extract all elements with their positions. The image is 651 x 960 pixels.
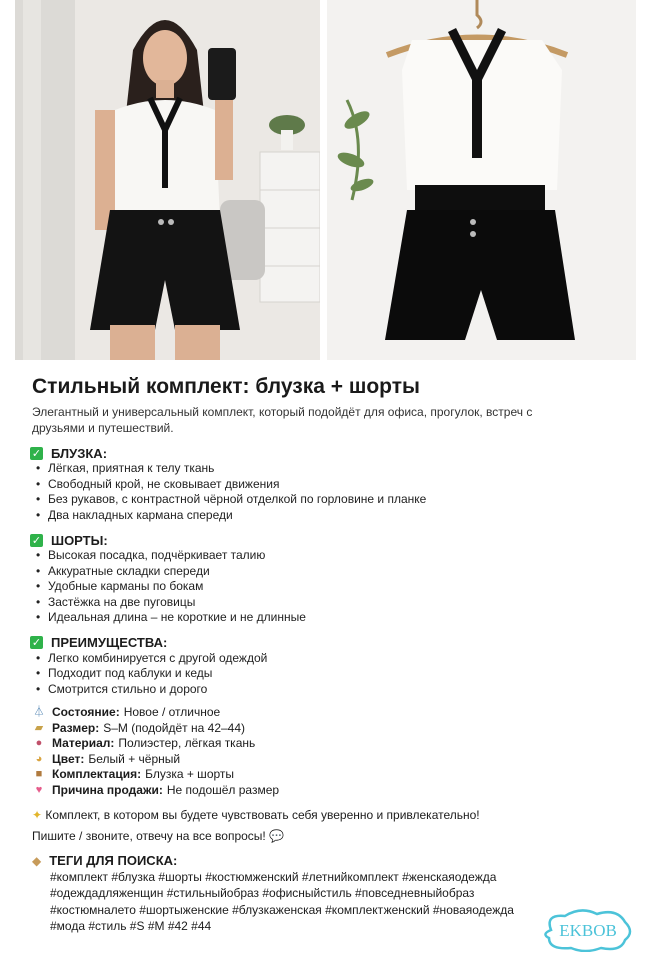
- list-item: • Аккуратные складки спереди: [48, 564, 632, 580]
- tag-icon: ◆: [32, 853, 42, 868]
- contact-text: Пишите / звоните, отвечу на все вопросы! 💬: [32, 828, 285, 843]
- check-icon: ✓: [31, 637, 42, 649]
- list-item: • Без рукавов, с контрастной чёрной отделкой по горловине и планке: [48, 492, 632, 508]
- list-item: • Застёжка на две пуговицы: [48, 595, 632, 611]
- tags-line: #комплект #блузка #шорты #костюмженский #летнийкомплект #женскаяодежда: [50, 869, 497, 884]
- section-title: БЛУЗКА:: [51, 445, 108, 461]
- speech-bubble-icon: 💬: [269, 828, 285, 843]
- yarn-icon: ●: [35, 737, 43, 750]
- check-icon: ✓: [31, 534, 42, 547]
- hanger-photo[interactable]: [327, 0, 636, 360]
- tags-line: #мода #стиль #S #M #42 #44: [50, 919, 212, 934]
- sparkle-icon: ✦: [32, 807, 46, 822]
- fact-condition: ⏃ Состояние: Новое / отличное: [33, 705, 221, 719]
- list-item: • Легко комбинируется с другой одеждой: [48, 651, 632, 667]
- fact-contents: ■ Комплектация: Блузка + шорты: [32, 767, 632, 783]
- note-text: ✦ Комплект, в котором вы будете чувствовать себя уверенно и привлекательно!: [32, 807, 480, 822]
- model-photo[interactable]: [15, 0, 320, 360]
- fact-reason: ♥ Причина продажи: Не подошёл размер: [32, 783, 632, 799]
- section-title: ПРЕИМУЩЕСТВА:: [51, 635, 168, 650]
- tags-heading: ◆ ТЕГИ ДЛЯ ПОИСКА:: [32, 853, 178, 869]
- section-shorts: [32, 532, 632, 626]
- fact-size: ▰ Размер: S–M (подойдёт на 42–44): [32, 721, 632, 737]
- page-title: Стильный комплект: блузка + шорты: [32, 375, 420, 398]
- list-item: • Лёгкая, приятная к телу ткань: [48, 461, 632, 477]
- list-item: • Смотрится стильно и дорого: [48, 682, 632, 698]
- hashtags: [32, 869, 550, 935]
- list-item: • Два накладных кармана спереди: [48, 508, 632, 524]
- section-blouse: [32, 445, 632, 523]
- section-advantages: [32, 635, 632, 698]
- list-item: • Подходит под каблуки и кеды: [48, 666, 632, 682]
- fact-material: ● Материал: Полиэстер, лёгкая ткань: [32, 736, 632, 752]
- tags-line: #одеждадляженщин #стильныйобраз #офисныйстиль #повседневныйобраз: [50, 886, 475, 901]
- box-icon: ■: [35, 768, 43, 781]
- hanger-icon: ⏃: [33, 706, 45, 718]
- product-facts: [32, 705, 632, 799]
- list-item: • Высокая посадка, подчёркивает талию: [48, 548, 632, 564]
- list-item: • Свободный крой, не сковывает движения: [48, 477, 632, 493]
- palette-icon: ◕: [35, 752, 43, 765]
- watermark-text: EKBOB: [559, 921, 617, 940]
- list-item: • Удобные карманы по бокам: [48, 579, 632, 595]
- listing-description: [32, 370, 632, 935]
- heart-icon: ♥: [35, 783, 43, 796]
- check-icon: ✓: [31, 447, 42, 460]
- tags-line: #костюмналето #шортыженские #блузкаженская #комплектженский #новаяодежда: [50, 902, 514, 917]
- ruler-icon: ▰: [34, 721, 44, 734]
- watermark-logo: [541, 908, 635, 952]
- product-photos: [15, 0, 636, 360]
- section-title: ШОРТЫ:: [51, 532, 108, 548]
- list-item: • Идеальная длина – не короткие и не длинные: [48, 610, 632, 626]
- intro-text: Элегантный и универсальный комплект, который подойдёт для офиса, прогулок, встреч с друзьями и путешествий.: [32, 405, 533, 435]
- fact-color: ◕ Цвет: Белый + чёрный: [32, 752, 632, 768]
